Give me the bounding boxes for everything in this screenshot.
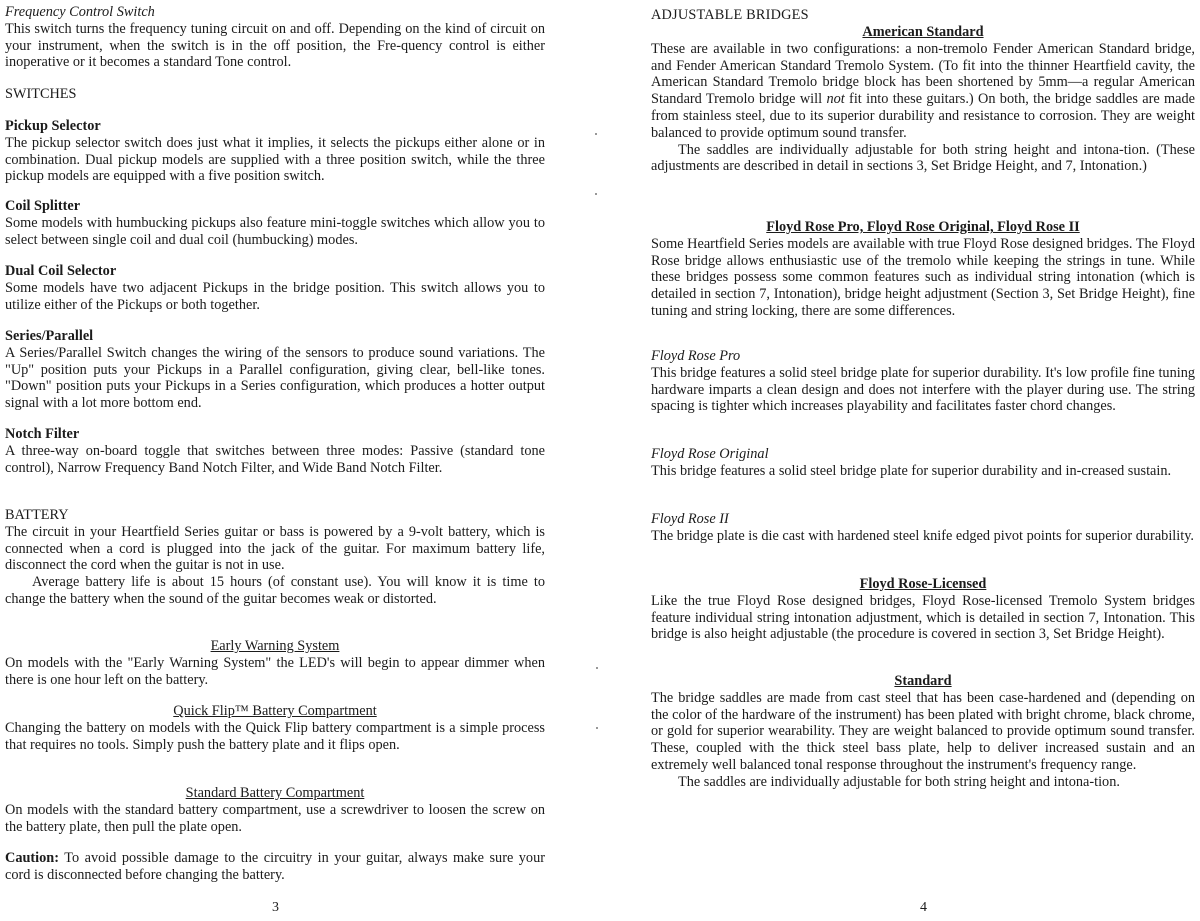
coil-splitter-text: Some models with humbucking pickups also feature mini-toggle switches which allow you to select between single coil and dual coil (humbucking) modes.: [5, 214, 545, 248]
dual-coil-heading: Dual Coil Selector: [5, 263, 117, 279]
series-parallel-heading: Series/Parallel: [5, 328, 94, 344]
standard-battery-heading: Standard Battery Compartment: [185, 785, 365, 801]
scan-speck: [595, 193, 597, 195]
section-floyd-rose-pro: [651, 348, 1195, 415]
section-floyd-rose-original: [651, 446, 1195, 480]
section-american-standard: [651, 24, 1195, 175]
dual-coil-text: Some models have two adjacent Pickups in the bridge position. This switch allows you to utilize either of the Pickups or both together.: [5, 279, 545, 313]
standard-battery-text: On models with the standard battery compartment, use a screwdriver to loosen the screw on the battery plate, then pull the plate open.: [5, 801, 545, 835]
american-standard-text-2: The saddles are individually adjustable for both string height and intona-tion. (These adjustments are described in detail in sections 3, Set Bridge Height, and 7, Intonation.): [651, 141, 1195, 175]
floyd-rose-ii-text: The bridge plate is die cast with hardened steel knife edged pivot points for superior durability.: [651, 527, 1194, 544]
american-standard-text: [651, 41, 1195, 142]
american-standard-heading: American Standard: [862, 24, 984, 40]
battery-heading: BATTERY: [5, 507, 69, 523]
floyd-rose-pro-heading: Floyd Rose Pro: [651, 348, 741, 364]
section-floyd-rose: [651, 219, 1195, 320]
scan-speck: [596, 727, 598, 729]
page-number-3: 3: [272, 900, 279, 915]
quick-flip-text: Changing the battery on models with the Quick Flip battery compartment is a simple process that requires no tools. Simply push the battery plate and it flips open.: [5, 719, 545, 753]
caution-text: To avoid possible damage to the circuitry in your guitar, always make sure your cord is disconnected before changing the battery.: [5, 850, 545, 883]
section-quick-flip: [5, 703, 545, 753]
notch-filter-text: A three-way on-board toggle that switches between three modes: Passive (standard tone control), Narrow Frequency Band Notch Filter, and Wide Band Notch Filter.: [5, 442, 545, 476]
caution-paragraph: [5, 850, 545, 884]
section-pickup-selector: [5, 118, 545, 185]
frequency-control-heading: Frequency Control Switch: [5, 4, 155, 20]
american-text-not: not: [826, 91, 845, 108]
floyd-rose-ii-heading: Floyd Rose II: [651, 511, 729, 527]
battery-text-1: The circuit in your Heartfield Series guitar or bass is powered by a 9-volt battery, which is connected when a cord is plugged into the jack of the guitar. For maximum battery life, disconnect the cord when the guitar is not in use.: [5, 523, 545, 574]
american-text-part-b: fit into these guitars.) On both, the bridge saddles are made from stainless steel, due to its superior durability and resistance to corrosion. They are weight balanced to provide optimum sound transfer.: [651, 91, 1196, 141]
section-dual-coil-selector: [5, 263, 545, 313]
section-coil-splitter: [5, 198, 545, 248]
section-caution: [5, 850, 545, 884]
floyd-rose-original-text: This bridge features a solid steel bridge plate for superior durability and in-creased sustain.: [651, 462, 1172, 479]
floyd-rose-pro-text: This bridge features a solid steel bridge plate for superior durability. It's low profile fine tuning hardware imparts a clean design and does not interfere with the player during use. The string spacing is tighter which increases playability and facilitates faster chord changes.: [651, 364, 1195, 415]
section-series-parallel: [5, 328, 545, 412]
section-standard-bridge: [651, 673, 1195, 791]
scan-speck: [595, 133, 597, 135]
standard-bridge-text: The bridge saddles are made from cast steel that has been case-hardened and (depending on the color of the hardware of the instrument) has been plated with bright chrome, black chrome, or gold for superior wearability. They are weight balanced to provide optimum sound transfer. These, coupled with the thick steel bass plate, help to deliver increased sustain and an extremely well balanced tonal response throughout the instrument's frequency range.: [651, 689, 1195, 773]
early-warning-text: On models with the "Early Warning System" the LED's will begin to appear dimmer when there is one hour left on the battery.: [5, 654, 545, 688]
floyd-rose-original-heading: Floyd Rose Original: [651, 446, 769, 462]
frequency-control-text: This switch turns the frequency tuning circuit on and off. Depending on the kind of circuit on your instrument, when the switch is in the off position, the Fre-quency control is either inoperative or it becomes a standard Tone control.: [5, 20, 545, 71]
floyd-rose-text: Some Heartfield Series models are available with true Floyd Rose designed bridges. The Floyd Rose bridge allows enthusiastic use of the tremolo while keeping the strings in tune. While these bridges possess some common features such as individual string intonation (which is detailed in section 7, Intonation), bridge height adjustment (Section 3, Set Bridge Height), fine tuning and string locking, there are some differences.: [651, 235, 1195, 319]
battery-text-2: Average battery life is about 15 hours (of constant use). You will know it is time to change the battery when the sound of the guitar becomes weak or distorted.: [5, 574, 545, 607]
pickup-selector-text: The pickup selector switch does just what it implies, it selects the pickups either alone or in combination. Dual pickup models are supplied with a three position switch, while the three pickup models are equipped with a five position switch.: [5, 134, 545, 185]
coil-splitter-heading: Coil Splitter: [5, 198, 81, 214]
switches-heading: SWITCHES: [5, 86, 77, 102]
floyd-rose-heading: Floyd Rose Pro, Floyd Rose Original, Floyd Rose II: [766, 219, 1080, 235]
section-standard-battery: [5, 785, 545, 835]
quick-flip-heading: Quick Flip™ Battery Compartment: [173, 703, 377, 719]
section-battery: [5, 507, 545, 608]
caution-label: Caution:: [5, 850, 60, 866]
section-frequency-control: [5, 4, 545, 71]
floyd-rose-licensed-text: Like the true Floyd Rose designed bridges, Floyd Rose-licensed Tremolo System bridges feature individual string intonation adjustment, which is detailed in section 7, Intonation. This bridge is also height adjustable (the procedure is covered in section 3, Set Bridge Height).: [651, 592, 1195, 643]
page-number-4: 4: [920, 900, 927, 915]
section-early-warning: [5, 638, 545, 688]
section-floyd-rose-licensed: [651, 576, 1195, 643]
scan-speck: [596, 667, 598, 669]
standard-bridge-text-2: The saddles are individually adjustable for both string height and intona-tion.: [678, 773, 1120, 790]
section-notch-filter: [5, 426, 545, 476]
floyd-rose-licensed-heading: Floyd Rose-Licensed: [859, 576, 987, 592]
pickup-selector-heading: Pickup Selector: [5, 118, 101, 134]
notch-filter-heading: Notch Filter: [5, 426, 80, 442]
section-floyd-rose-ii: [651, 511, 1195, 545]
early-warning-heading: Early Warning System: [210, 638, 340, 654]
american-text-part-a: These are available in two configurations: a non-tremolo Fender American Standard bridge, and Fender American Standard Tremolo System. (To fit into the thinner Heartfield cavity, the American Standard Tremolo bridge block has been shortened by 5mm—a regular American Standard Tremolo bridge will: [651, 40, 1195, 108]
series-parallel-text: A Series/Parallel Switch changes the wiring of the sensors to produce sound variations. The "Up" position puts your Pickups in a Parallel configuration, giving clear, bell-like tones. "Down" position puts your Pickups in a Series configuration, which produces a hotter output signal with a lot more bottom end.: [5, 344, 545, 412]
standard-bridge-heading: Standard: [894, 673, 952, 689]
adjustable-bridges-heading: ADJUSTABLE BRIDGES: [651, 7, 809, 23]
